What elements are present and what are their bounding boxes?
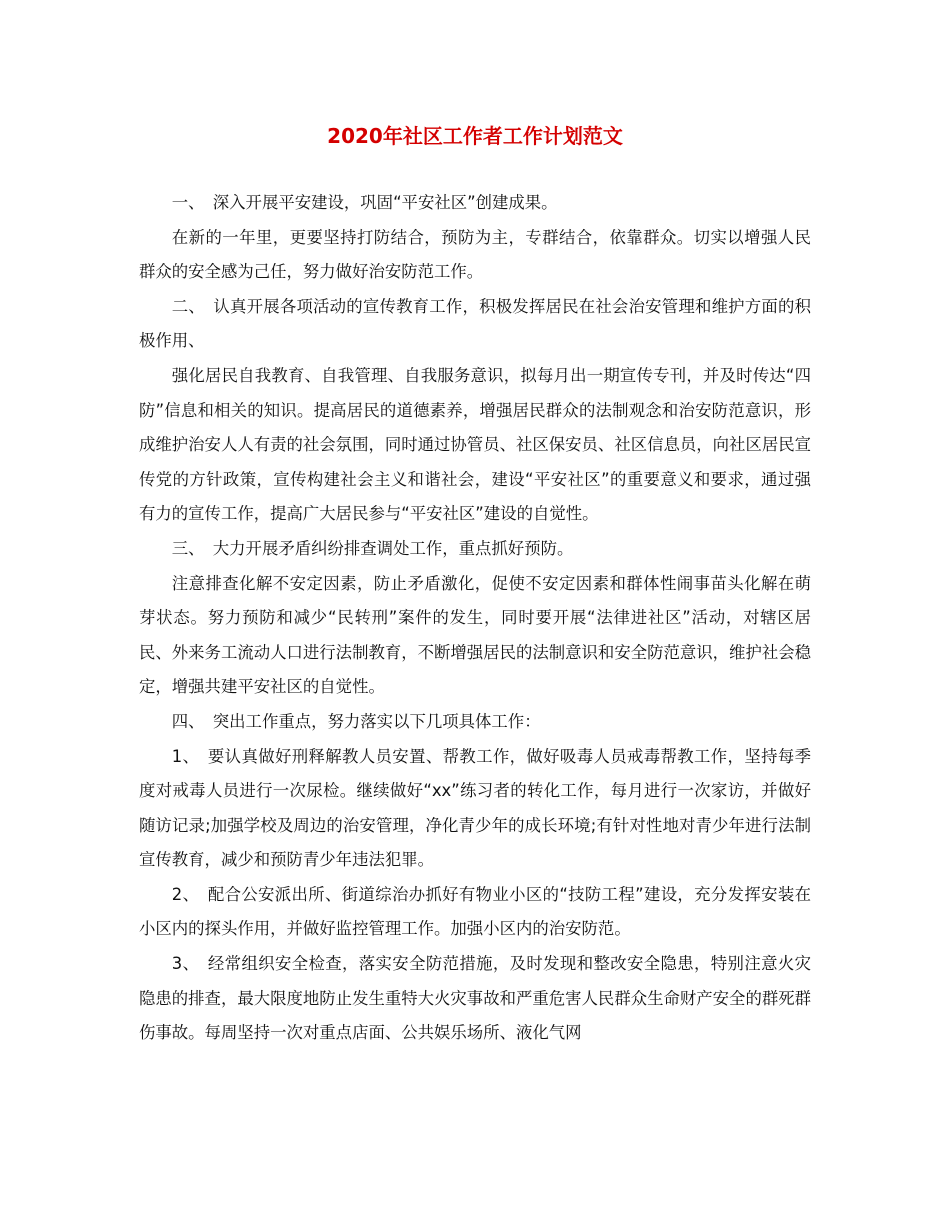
paragraph-section-2-heading: 二、 认真开展各项活动的宣传教育工作，积极发挥居民在社会治安管理和维护方面的积极作用、 — [139, 296, 811, 351]
paragraph-section-1-body: 在新的一年里，更要坚持打防结合，预防为主，专群结合，依靠群众。切实以增强人民群众的安全感为己任，努力做好治安防范工作。 — [139, 227, 811, 282]
paragraph-item-1: 1、 要认真做好刑释解教人员安置、帮教工作，做好吸毒人员戒毒帮教工作，坚持每季度对戒毒人员进行一次尿检。继续做好“xx”练习者的转化工作，每月进行一次家访，并做好随访记录;加强学校及周边的治安管理，净化青少年的成长环境;有针对性地对青少年进行法制宣传教育，减少和预防青少年违法犯罪。 — [139, 746, 811, 870]
paragraph-section-4-heading: 四、 突出工作重点，努力落实以下几项具体工作： — [171, 711, 541, 731]
paragraph-section-3-body: 注意排查化解不安定因素，防止矛盾激化，促使不安定因素和群体性闹事苗头化解在萌芽状态。努力预防和减少“民转刑”案件的发生，同时要开展“法律进社区”活动，对辖区居民、外来务工流动人口进行法制教育，不断增强居民的法制意识和安全防范意识，维护社会稳定，增强共建平安社区的自觉性。 — [139, 573, 812, 697]
paragraph-item-3: 3、 经常组织安全检查，落实安全防范措施，及时发现和整改安全隐患，特别注意火灾隐患的排查，最大限度地防止发生重特大火灾事故和严重危害人民群众生命财产安全的群死群伤事故。每周坚持一次对重点店面、公共娱乐场所、液化气网 — [139, 954, 812, 1043]
document-body — [139, 186, 811, 1051]
paragraph-section-1-heading: 一、 深入开展平安建设，巩固“平安社区”创建成果。 — [171, 193, 558, 212]
paragraph-item-2: 2、 配合公安派出所、街道综治办抓好有物业小区的“技防工程”建设，充分发挥安装在小区内的探头作用，并做好监控管理工作。加强小区内的治安防范。 — [139, 884, 811, 939]
paragraph-section-2-body: 强化居民自我教育、自我管理、自我服务意识，拟每月出一期宣传专刊，并及时传达“四防”信息和相关的知识。提高居民的道德素养，增强居民群众的法制观念和治安防范意识，形成维护治安人人有责的社会氛围，同时通过协管员、社区保安员、社区信息员，向社区居民宣传党的方针政策，宣传构建社会主义和谐社会，建设“平安社区”的重要意义和要求，通过强有力的宣传工作，提高广大居民参与“平安社区”建设的自觉性。 — [139, 365, 812, 524]
paragraph-section-3-heading: 三、 大力开展矛盾纠纷排查调处工作，重点抓好预防。 — [171, 538, 574, 558]
document-title: 2020年社区工作者工作计划范文 — [327, 124, 623, 148]
